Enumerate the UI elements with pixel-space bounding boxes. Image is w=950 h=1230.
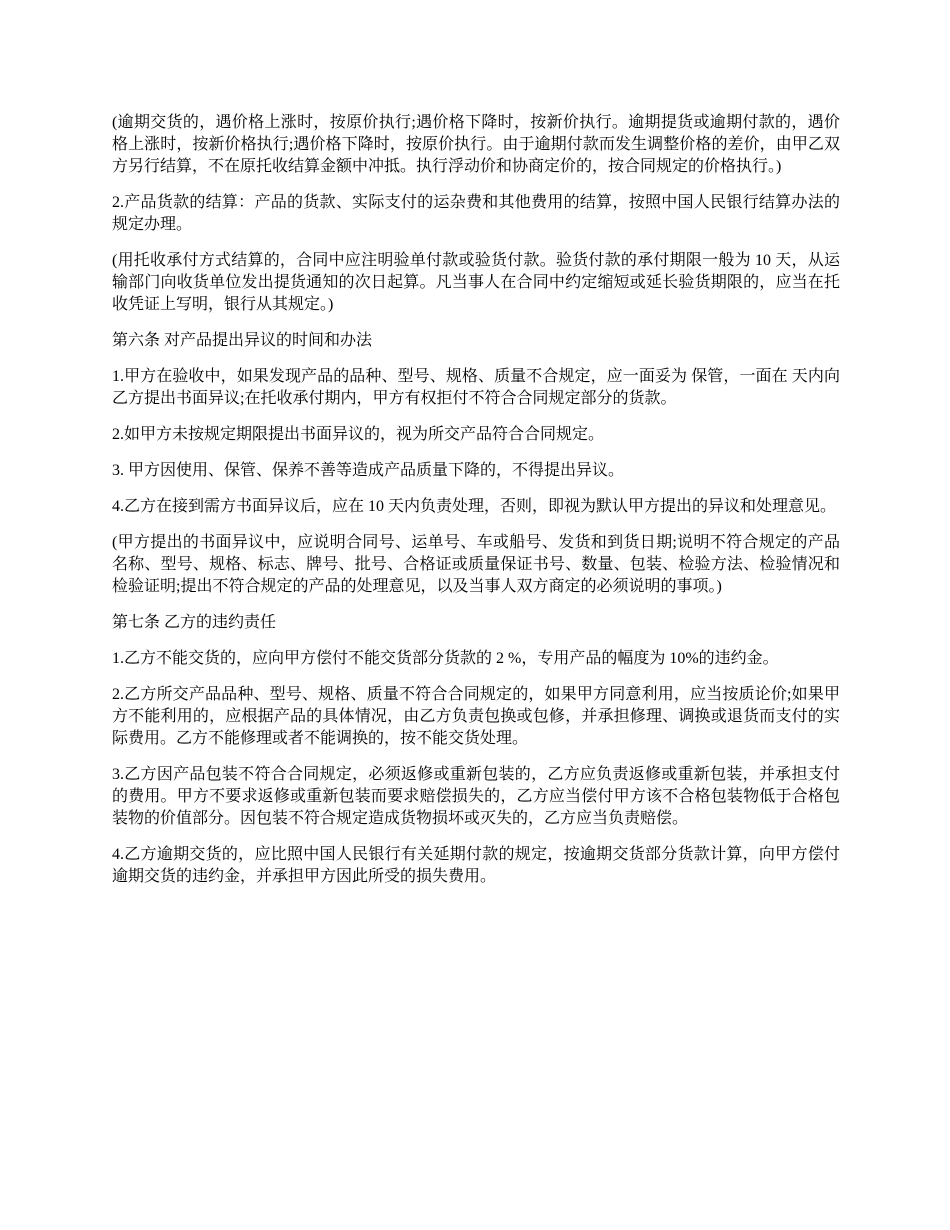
paragraph-payment-settlement: 2.产品货款的结算：产品的货款、实际支付的运杂费和其他费用的结算，按照中国人民银行结算办法的规定办理。 <box>112 194 840 233</box>
article-6-clause-4: 4.乙方在接到需方书面异议后，应在 10 天内负责处理，否则，即视为默认甲方提出的异议和处理意见。 <box>112 498 837 515</box>
paragraph-price-adjustment-note: (逾期交货的，遇价格上涨时，按原价执行;遇价格下降时，按新价执行。逾期提货或逾期付款的，遇价格上涨时，按新价格执行;遇价格下降时，按原价执行。由于逾期付款而发生调整价格的差价，由甲乙双方另行结算，不在原托收结算金额中冲抵。执行浮动价和协商定价的，按合同规定的价格执行。) <box>112 114 840 175</box>
article-6-heading: 第六条 对产品提出异议的时间和办法 <box>112 332 373 349</box>
article-7-heading: 第七条 乙方的违约责任 <box>112 614 277 631</box>
article-6-clause-1: 1.甲方在验收中，如果发现产品的品种、型号、规格、质量不合规定，应一面妥为 保管，一面在 天内向乙方提出书面异议;在托收承付期内，甲方有权拒付不符合合同规定部分的货款。 <box>112 368 840 407</box>
article-7-clause-4: 4.乙方逾期交货的，应比照中国人民银行有关延期付款的规定，按逾期交货部分货款计算，向甲方偿付逾期交货的违约金，并承担甲方因此所受的损失费用。 <box>112 846 840 885</box>
article-6-clause-2: 2.如甲方未按规定期限提出书面异议的，视为所交产品符合合同规定。 <box>112 426 605 443</box>
article-7-clause-3: 3.乙方因产品包装不符合合同规定，必须返修或重新包装的，乙方应负责返修或重新包装，并承担支付的费用。甲方不要求返修或重新包装而要求赔偿损失的，乙方应当偿付甲方该不合格包装物低于合格包装物的价值部分。因包装不符合规定造成货物损坏或灭失的，乙方应当负责赔偿。 <box>112 766 840 827</box>
article-6-objection-note: (甲方提出的书面异议中，应说明合同号、运单号、车或船号、发货和到货日期;说明不符合规定的产品名称、型号、规格、标志、牌号、批号、合格证或质量保证书号、数量、包装、检验方法、检验情况和检验证明;提出不符合规定的产品的处理意见，以及当事人双方商定的必须说明的事项。) <box>112 534 840 595</box>
document-page <box>112 112 840 902</box>
article-7-clause-1: 1.乙方不能交货的，应向甲方偿付不能交货部分货款的 2 %，专用产品的幅度为 10%的违约金。 <box>112 650 779 667</box>
paragraph-collection-acceptance-note: (用托收承付方式结算的，合同中应注明验单付款或验货付款。验货付款的承付期限一般为 10 天，从运输部门向收货单位发出提货通知的次日起算。凡当事人在合同中约定缩短或延长验货期限的，应当在托收凭证上写明，银行从其规定。) <box>112 252 840 313</box>
article-7-clause-2: 2.乙方所交产品品种、型号、规格、质量不符合合同规定的，如果甲方同意利用，应当按质论价;如果甲方不能利用的，应根据产品的具体情况，由乙方负责包换或包修，并承担修理、调换或退货而支付的实际费用。乙方不能修理或者不能调换的，按不能交货处理。 <box>112 686 840 747</box>
article-6-clause-3: 3. 甲方因使用、保管、保养不善等造成产品质量下降的，不得提出异议。 <box>112 462 625 479</box>
